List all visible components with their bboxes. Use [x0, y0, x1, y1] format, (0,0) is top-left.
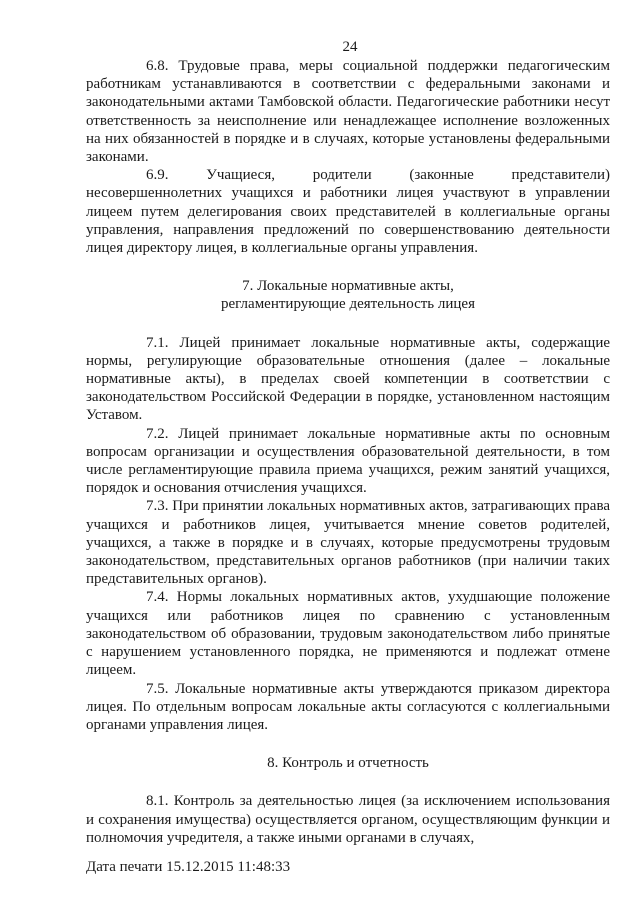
paragraph-7-5: 7.5. Локальные нормативные акты утверждаются приказом директора лицея. По отдельным вопросам локальные акты согласуются с коллегиальными органами управления лицея.	[86, 680, 610, 733]
spacer	[86, 257, 610, 277]
document-body	[86, 57, 610, 847]
paragraph-6-9: 6.9. Учащиеся, родители (законные представители) несовершеннолетних учащихся и работники лицея участвуют в управлении лицеем путем делегирования своих представителей в коллегиальные органы управления, направления предложений по совершенствованию деятельности лицея директору лицея, в коллегиальные органы управления.	[86, 167, 610, 257]
paragraph-7-1: 7.1. Лицей принимает локальные нормативные акты, содержащие нормы, регулирующие образовательные отношения (далее – локальные нормативные акты), в пределах своей компетенции в соответствии с законодательством Российской Федерации в порядке, установленном настоящим Уставом.	[86, 334, 610, 424]
paragraph-7-2: 7.2. Лицей принимает локальные нормативные акты по основным вопросам организации и осуществления образовательной деятельности, в том числе регламентирующие правила приема учащихся, режим занятий учащихся, порядок и основания отчисления учащихся.	[86, 425, 610, 497]
spacer	[86, 772, 610, 792]
section-7-heading-line2: регламентирующие деятельность лицея	[221, 296, 475, 313]
spacer	[86, 734, 610, 754]
section-7-heading-line1: 7. Локальные нормативные акты,	[242, 278, 454, 295]
paragraph-7-4: 7.4. Нормы локальных нормативных актов, ухудшающие положение учащихся или работников лицея по сравнению с установленным законодательством об образовании, трудовым законодательством либо принятые с нарушением установленного порядка, не применяются и подлежат отмене лицеем.	[86, 589, 610, 679]
page-number: 24	[342, 39, 358, 55]
spacer	[86, 314, 610, 334]
print-date-footer: Дата печати 15.12.2015 11:48:33	[86, 859, 291, 875]
section-8-heading: 8. Контроль и отчетность	[267, 755, 429, 772]
paragraph-7-3: 7.3. При принятии локальных нормативных актов, затрагивающих права учащихся и работников лицея, учитывается мнение советов родителей, учащихся, а также в порядке и в случаях, которые предусмотрены трудовым законодательством, представительных органов работников (при наличии таких представительных органов).	[86, 498, 610, 588]
paragraph-8-1: 8.1. Контроль за деятельностью лицея (за исключением использования и сохранения имущества) осуществляется органом, осуществляющим функции и полномочия учредителя, а также иными органами в случаях,	[86, 793, 610, 846]
paragraph-6-8: 6.8. Трудовые права, меры социальной поддержки педагогическим работникам устанавливаются в соответствии с федеральными законами и законодательными актами Тамбовской области. Педагогические работники несут ответственность за неисполнение или ненадлежащее исполнение возложенных на них обязанностей в порядке и в случаях, которые установлены федеральными законами.	[86, 58, 610, 166]
